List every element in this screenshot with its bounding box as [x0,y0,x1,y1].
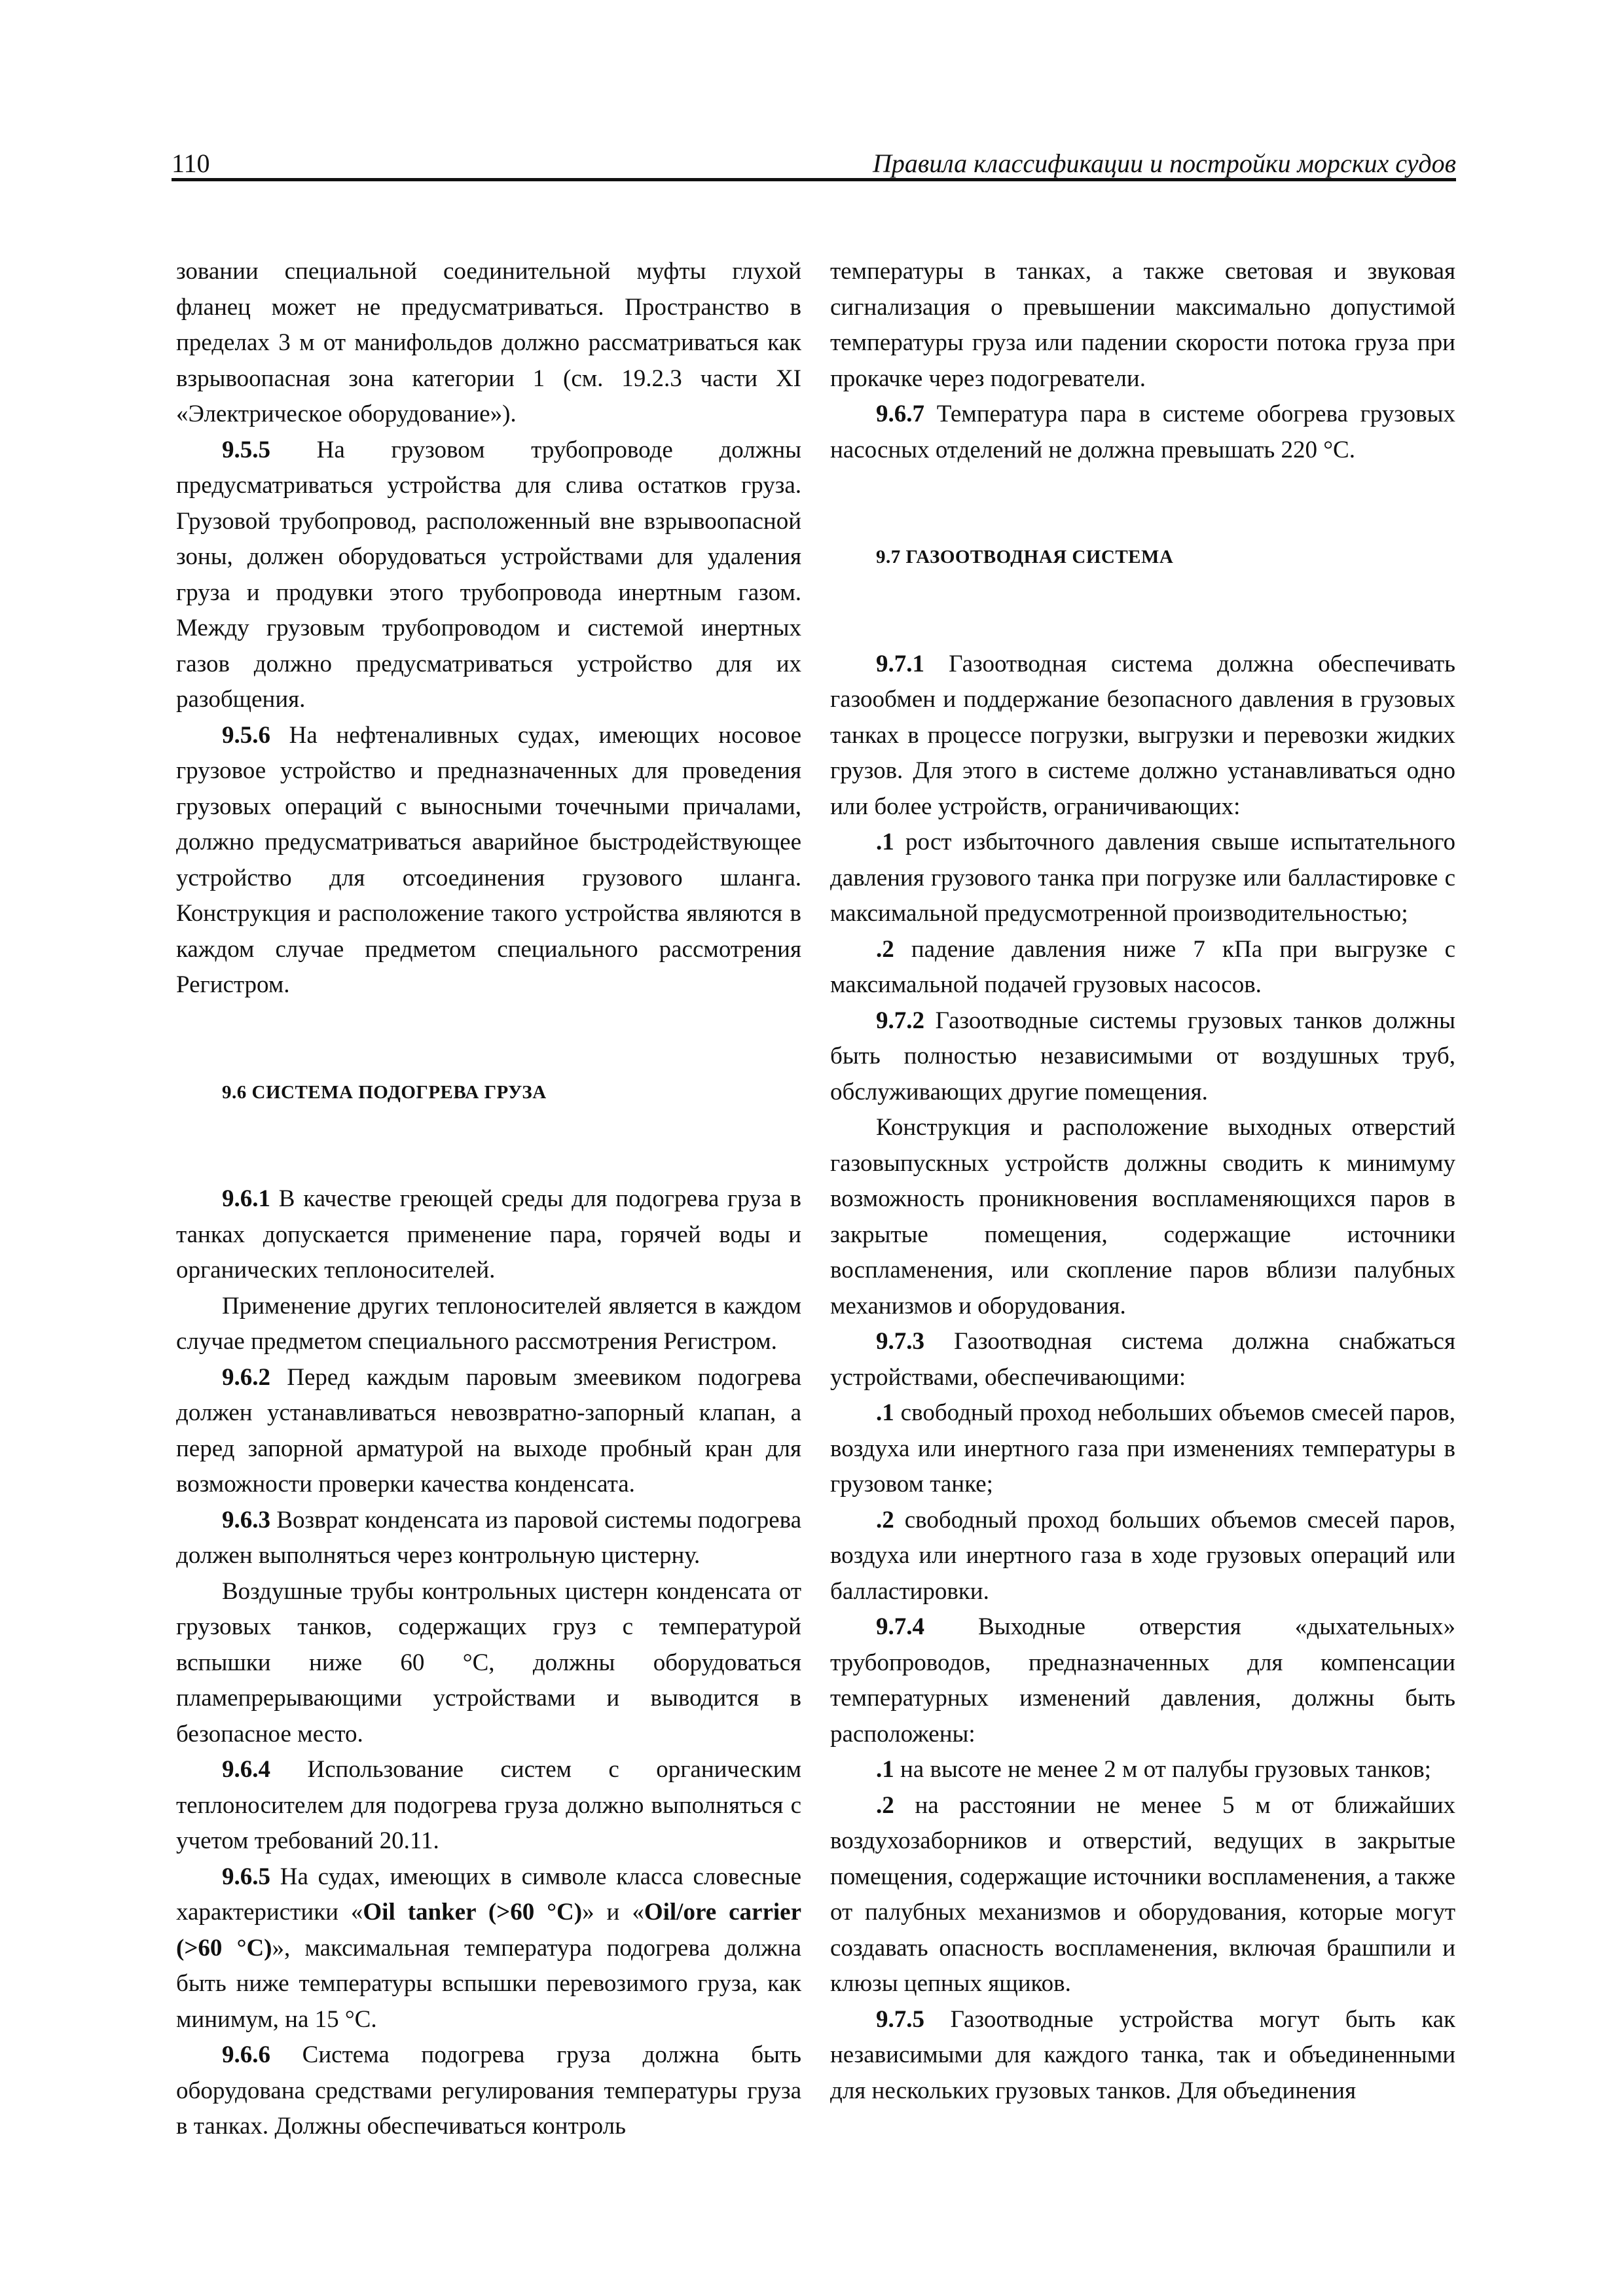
section-title-9-7: 9.7 ГАЗООТВОДНАЯ СИСТЕМА [876,547,1174,567]
paragraph: Конструкция и расположение выходных отверстий газовыпускных устройств должны сводить к минимуму возможность проникновения воспламеняющихся паров в закрытые помещения, содержащие источники воспламенения, или скопление паров вблизи палубных механизмов и оборудования. [830,1114,1455,1319]
list-item [830,1395,1455,1503]
clause-9-7-1 [830,647,1455,825]
list-item [830,932,1455,1003]
clause-9-6-2 [176,1360,801,1503]
item-text: на расстоянии не менее 5 м от ближайших воздухозаборников и отверстий, ведущих в закрытые помещения, содержащие источники воспламенения, а также от палубных механизмов и оборудования, которые могут создавать опасность воспламенения, включая брашпили и клюзы цепных ящиков. [830,1791,1455,1997]
item-number: .2 [876,1791,894,1819]
clause-9-6-7 [830,397,1455,468]
clause-number: 9.7.1 [876,650,924,677]
spacer [176,1003,801,1075]
clause-9-6-6 [176,2037,801,2145]
item-text: свободный проход больших объемов смесей паров, воздуха или инертного газа в ходе грузовых операций или балластировки. [830,1506,1455,1605]
clause-number: 9.6.4 [222,1756,270,1783]
list-item [830,1503,1455,1610]
item-number: .1 [876,1399,894,1426]
item-number: .2 [876,935,894,963]
clause-9-5-6 [176,718,801,1003]
clause-9-6-4 [176,1752,801,1859]
clause-text: Газоотводная система должна обеспечивать газообмен и поддержание безопасного давления в грузовых танках в процессе погрузки, выгрузки и перевозки жидких грузов. Для этого в системе должно устанавливаться одно или более устройств, ограничивающих: [830,650,1455,820]
clause-number: 9.7.4 [876,1613,924,1640]
clause-text: В качестве греющей среды для подогрева груза в танках допускается применение пара, горячей воды и органических теплоносителей. [176,1185,801,1283]
clause-text: Выходные отверстия «дыхательных» трубопроводов, предназначенных для компенсации температурных изменений давления, должны быть расположены: [830,1613,1455,1748]
clause-number: 9.6.3 [222,1506,270,1534]
item-text: на высоте не менее 2 м от палубы грузовых танков; [894,1756,1431,1783]
clause-number: 9.6.6 [222,2041,270,2068]
clause-9-5-5 [176,433,801,718]
clause-text: » и « [582,1899,644,1926]
item-number: .2 [876,1506,894,1534]
spacer [830,575,1455,647]
clause-text: », максимальная температура подогрева должна быть ниже температуры вспышки перевозимого груза, как минимум, на 15 °С. [176,1934,801,2033]
clause-number: 9.7.2 [876,1007,924,1034]
list-item [830,825,1455,932]
right-column [830,254,1455,2109]
clause-text: На грузовом трубопроводе должны предусматриваться устройства для слива остатков груза. Грузовой трубопровод, расположенный вне взрывоопасной зоны, должен оборудоваться устройствами для удаления груза и продувки этого трубопровода инертным газом. Между грузовым трубопроводом и системой инертных газов должно предусматриваться устройство для их разобщения. [176,436,801,713]
clause-9-6-5 [176,1859,801,2038]
clause-text: Использование систем с органическим теплоносителем для подогрева груза должно выполняться с учетом требований 20.11. [176,1756,801,1854]
clause-9-7-2 [830,1003,1455,1111]
clause-number: 9.5.6 [222,721,270,749]
spacer [176,1110,801,1181]
item-text: свободный проход небольших объемов смесей паров, воздуха или инертного газа при изменениях температуры в грузовом танке; [830,1399,1455,1498]
page-header [172,145,1456,182]
paragraph: Воздушные трубы контрольных цистерн конденсата от грузовых танков, содержащих груз с температурой вспышки ниже 60 °С, должны оборудоваться пламепрерывающими устройствами и выводится в безопасное место. [176,1577,801,1748]
clause-9-6-1 [176,1181,801,1289]
clause-number: 9.6.2 [222,1363,270,1391]
clause-text: Система подогрева груза должна быть оборудована средствами регулирования температуры груза в танках. Должны обеспечиваться контроль [176,2041,801,2140]
clause-number: 9.7.3 [876,1328,924,1355]
class-notation: Oil/ore carrier (>60 °C) [176,1899,801,1962]
clause-text: Газоотводные системы грузовых танков должны быть полностью независимыми от воздушных труб, обслуживающих другие помещения. [830,1007,1455,1105]
item-number: .1 [876,1756,894,1783]
running-title: Правила классификации и постройки морских судов [872,149,1456,178]
clause-9-7-3 [830,1324,1455,1395]
clause-9-7-4 [830,1609,1455,1752]
page-number: 110 [172,149,210,178]
clause-text: Возврат конденсата из паровой системы подогрева должен выполняться через контрольную цистерну. [176,1506,801,1569]
list-item [830,1788,1455,2002]
clause-number: 9.7.5 [876,2005,924,2033]
clause-text: Газоотводные устройства могут быть как независимыми для каждого танка, так и объединенными для нескольких грузовых танков. Для объединения [830,2005,1455,2104]
section-title-9-6: 9.6 СИСТЕМА ПОДОГРЕВА ГРУЗА [222,1081,547,1103]
clause-text: Температура пара в системе обогрева грузовых насосных отделений не должна превышать 220 °С. [830,401,1455,463]
left-column [176,254,801,2145]
class-notation: Oil tanker (>60 °C) [363,1899,583,1926]
clause-9-7-5 [830,2002,1455,2109]
clause-text: На судах, имеющих в символе класса словесные характеристики « [176,1863,801,1926]
paragraph: Применение других теплоносителей является в каждом случае предметом специального рассмотрения Регистром. [176,1292,801,1355]
paragraph: зовании специальной соединительной муфты глухой фланец может не предусматриваться. Пространство в пределах 3 м от манифольдов должно рассматриваться как взрывоопасная зона категории 1 (см. 19.2.3 части XI «Электрическое оборудование»). [176,258,801,427]
list-item [830,1752,1455,1788]
clause-number: 9.6.7 [876,401,924,427]
item-text: падение давления ниже 7 кПа при выгрузке с максимальной подачей грузовых насосов. [830,935,1455,998]
clause-number: 9.5.5 [222,436,270,463]
clause-text: Перед каждым паровым змеевиком подогрева должен устанавливаться невозвратно-запорный клапан, а перед запорной арматурой на выходе пробный кран для возможности проверки качества конденсата. [176,1363,801,1498]
clause-text: Газоотводная система должна снабжаться устройствами, обеспечивающими: [830,1328,1455,1391]
clause-9-6-3 [176,1503,801,1574]
item-text: рост избыточного давления свыше испытательного давления грузового танка при погрузке или балластировке с максимальной предусмотренной производительностью; [830,829,1455,927]
clause-number: 9.6.1 [222,1185,270,1212]
spacer [830,468,1455,539]
item-number: .1 [876,829,894,855]
clause-number: 9.6.5 [222,1863,270,1890]
header-rule [172,178,1456,181]
paragraph: температуры в танках, а также световая и звуковая сигнализация о превышении максимально допустимой температуры груза или падении скорости потока груза при прокачке через подогреватели. [830,258,1455,392]
clause-text: На нефтеналивных судах, имеющих носовое грузовое устройство и предназначенных для проведения грузовых операций с выносными точечными причалами, должно предусматриваться аварийное быстродействующее устройство для отсоединения грузового шланга. Конструкция и расположение такого устройства являются в каждом случае предметом специального рассмотрения Регистром. [176,721,801,998]
